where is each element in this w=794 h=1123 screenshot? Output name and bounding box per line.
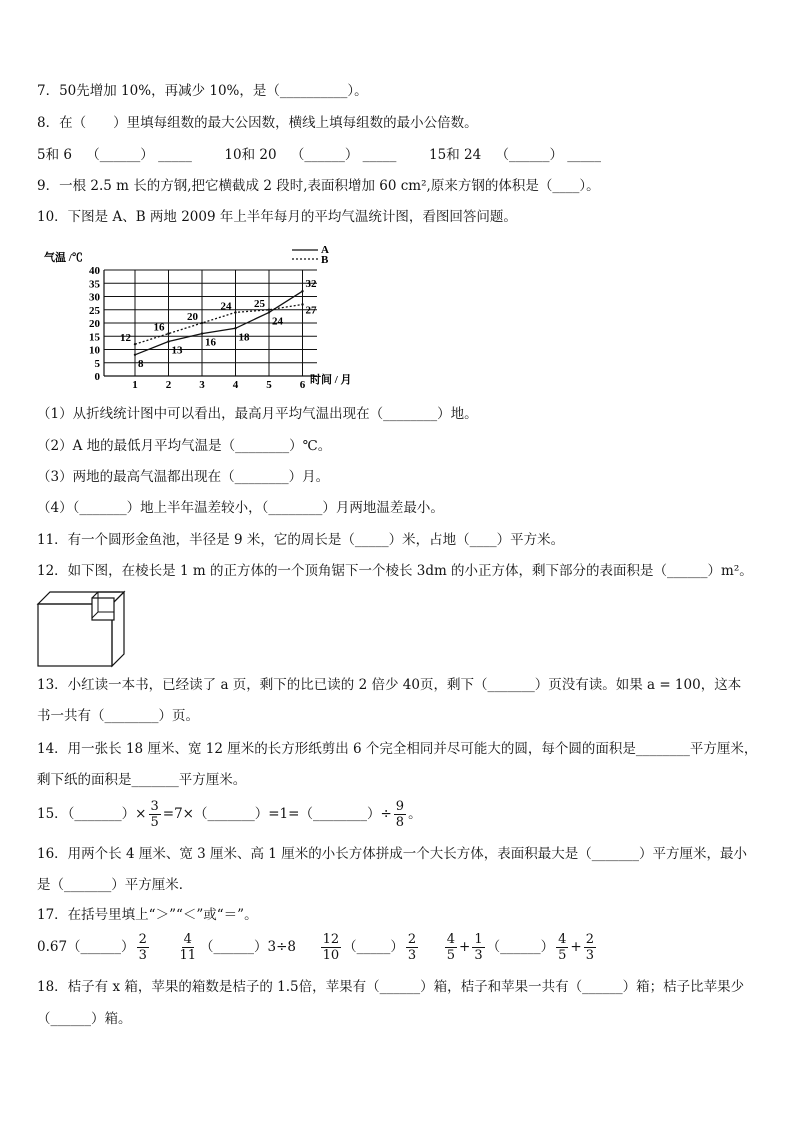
- data-point-a: [134, 354, 136, 356]
- question-10: 10．下图是 A、B 两地 2009 年上半年每月的平均气温统计图，看图回答问题。: [37, 209, 517, 225]
- fraction-3-5: $\frac{3}{5}$: [150, 799, 159, 830]
- q17-b-mid: （______）3÷8: [199, 939, 296, 955]
- question-8: 8．在（ ）里填每组数的最大公因数，横线上填每组数的最小公倍数。: [37, 115, 478, 131]
- data-label-b: 24: [220, 300, 232, 313]
- fraction-4-5: $\frac{4}{5}$: [446, 932, 456, 963]
- data-label-a: 32: [305, 278, 317, 291]
- q17-d-mid: （______）: [486, 939, 555, 955]
- data-point-a: [301, 290, 303, 292]
- data-point-a: [201, 332, 203, 334]
- q17-c-mid: （_____）: [343, 939, 404, 955]
- plus-sign: +: [459, 939, 471, 955]
- fraction-4-5-b: $\frac{4}{5}$: [558, 932, 567, 963]
- data-label-b: 25: [254, 297, 265, 310]
- x-tick-labels: [132, 379, 306, 391]
- data-point-a: [234, 327, 236, 329]
- data-point-b: [134, 343, 136, 345]
- question-8-groups: [37, 146, 601, 164]
- y-tick-labels: [89, 265, 101, 383]
- fraction-4-11: $\frac{4}{11}$: [179, 932, 196, 963]
- x-tick-label: 5: [266, 379, 272, 391]
- group-2-paren: （______）: [290, 147, 359, 163]
- y-tick-label: 40: [89, 265, 100, 277]
- data-point-b: [301, 303, 303, 305]
- question-15: [37, 797, 422, 831]
- data-point-a: [167, 340, 169, 342]
- data-label-b: 16: [153, 321, 165, 334]
- data-point-b: [201, 322, 203, 324]
- y-axis-label: 气温 /℃: [44, 252, 83, 264]
- data-label-b: 20: [187, 311, 198, 323]
- group-2-blank: _____: [362, 147, 397, 163]
- question-14-line-2: 剩下纸的面积是_______平方厘米。: [37, 772, 247, 788]
- group-1-label: 5和 6: [37, 147, 72, 163]
- temperature-line-chart: [42, 242, 352, 392]
- x-tick-label: 1: [132, 379, 138, 391]
- legend: [292, 244, 329, 266]
- q15-mid: =7×（_______）=1=（________）÷: [162, 806, 392, 822]
- question-12: 12．如下图，在棱长是 1 m 的正方体的一个顶角锯下一个棱长 3dm 的小正方体，剩下部分的表面积是（______）m²。: [37, 563, 753, 579]
- data-label-a: 24: [272, 315, 283, 328]
- data-label-a: 8: [138, 357, 144, 370]
- y-tick-label: 10: [89, 344, 100, 357]
- question-13-line-1: 13．小红读一本书，已经读了 a 页，剩下的比已读的 2 倍少 40页，剩下（_______）页没有读。如果 a = 100，这本: [37, 677, 742, 693]
- group-3-label: 15和 24: [429, 147, 482, 163]
- group-3-paren: （______）: [495, 147, 563, 163]
- y-tick-label: 25: [89, 304, 100, 317]
- group-1-paren: （______）: [86, 147, 154, 163]
- group-3-blank: _____: [567, 147, 602, 163]
- question-17: 17．在括号里填上“＞”“＜”或“＝”。: [37, 907, 258, 923]
- question-9: 9．一根 2.5 m 长的方钢,把它横截成 2 段时,表面积增加 60 cm²,原来方钢的体积是（____）。: [37, 178, 600, 194]
- x-tick-label: 6: [299, 379, 306, 391]
- x-tick-label: 4: [232, 379, 239, 391]
- fraction-2-3-c: $\frac{2}{3}$: [585, 932, 594, 963]
- legend-a-label: A: [321, 244, 329, 256]
- fraction-1-3: $\frac{1}{3}$: [474, 932, 483, 963]
- fraction-2-3-b: $\frac{2}{3}$: [407, 932, 417, 963]
- data-point-b: [234, 311, 236, 313]
- fraction-9-8: $\frac{9}{8}$: [395, 799, 405, 830]
- data-label-a: 13: [171, 344, 183, 357]
- question-10-4: （4）（_______）地上半年温差较小，（________）月两地温差最小。: [37, 500, 444, 516]
- data-point-b: [167, 332, 169, 334]
- group-1-blank: _____: [158, 147, 192, 163]
- y-tick-label: 15: [89, 331, 100, 344]
- group-2-label: 10和 20: [224, 147, 277, 163]
- y-tick-label: 0: [94, 371, 100, 383]
- question-10-2: （2）A 地的最低月平均气温是（________）℃。: [37, 438, 332, 454]
- question-10-3: （3）两地的最高气温都出现在（________）月。: [37, 469, 330, 485]
- question-13-line-2: 书一共有（________）页。: [37, 708, 199, 724]
- fraction-12-10: $\frac{12}{10}$: [322, 932, 340, 963]
- data-label-b: 12: [120, 332, 131, 345]
- data-label-b: 27: [305, 304, 317, 317]
- fraction-2-3: $\frac{2}{3}$: [138, 932, 147, 963]
- question-17-items: [37, 930, 598, 964]
- y-tick-label: 35: [89, 278, 100, 291]
- question-10-1: （1）从折线统计图中可以看出，最高月平均气温出现在（________）地。: [37, 406, 478, 422]
- question-18-line-2: （______）箱。: [37, 1011, 132, 1027]
- q15-lead: 15．（_______）×: [37, 806, 147, 822]
- plus-sign-2: +: [570, 939, 582, 955]
- data-point-b: [268, 309, 270, 311]
- question-11: 11．有一个圆形金鱼池，半径是 9 米，它的周长是（_____）米，占地（____）平方米。: [37, 532, 565, 548]
- cube-with-notch-figure: [36, 586, 128, 670]
- question-16-line-1: 16．用两个长 4 厘米、宽 3 厘米、高 1 厘米的小长方体拼成一个大长方体，表面积最大是（_______）平方厘米，最小: [37, 846, 747, 862]
- question-18-line-1: 18．桔子有 x 箱，苹果的箱数是桔子的 1.5倍，苹果有（______）箱，桔子和苹果一共有（______）箱；桔子比苹果少: [37, 979, 745, 995]
- x-tick-label: 2: [165, 379, 172, 391]
- data-labels: [120, 278, 317, 370]
- x-axis-label: 时间 / 月: [310, 374, 352, 386]
- y-tick-label: 5: [94, 357, 100, 370]
- question-14-line-1: 14．用一张长 18 厘米、宽 12 厘米的长方形纸剪出 6 个完全相同并尽可能大的圆，每个圆的面积是________平方厘米，: [37, 741, 758, 757]
- question-7: 7．50先增加 10%，再减少 10%，是（__________）。: [37, 83, 368, 99]
- y-tick-label: 20: [89, 318, 100, 330]
- data-label-a: 16: [205, 336, 216, 349]
- y-tick-label: 30: [89, 291, 100, 304]
- legend-b-label: B: [321, 254, 329, 266]
- q15-end: 。: [408, 806, 422, 822]
- chart-grid: [104, 270, 317, 376]
- data-label-a: 18: [238, 331, 250, 344]
- q17-a-left: 0.67（______）: [37, 939, 135, 955]
- x-tick-label: 3: [199, 379, 205, 391]
- question-16-line-2: 是（_______）平方厘米．: [37, 877, 193, 893]
- data-point-a: [268, 311, 270, 313]
